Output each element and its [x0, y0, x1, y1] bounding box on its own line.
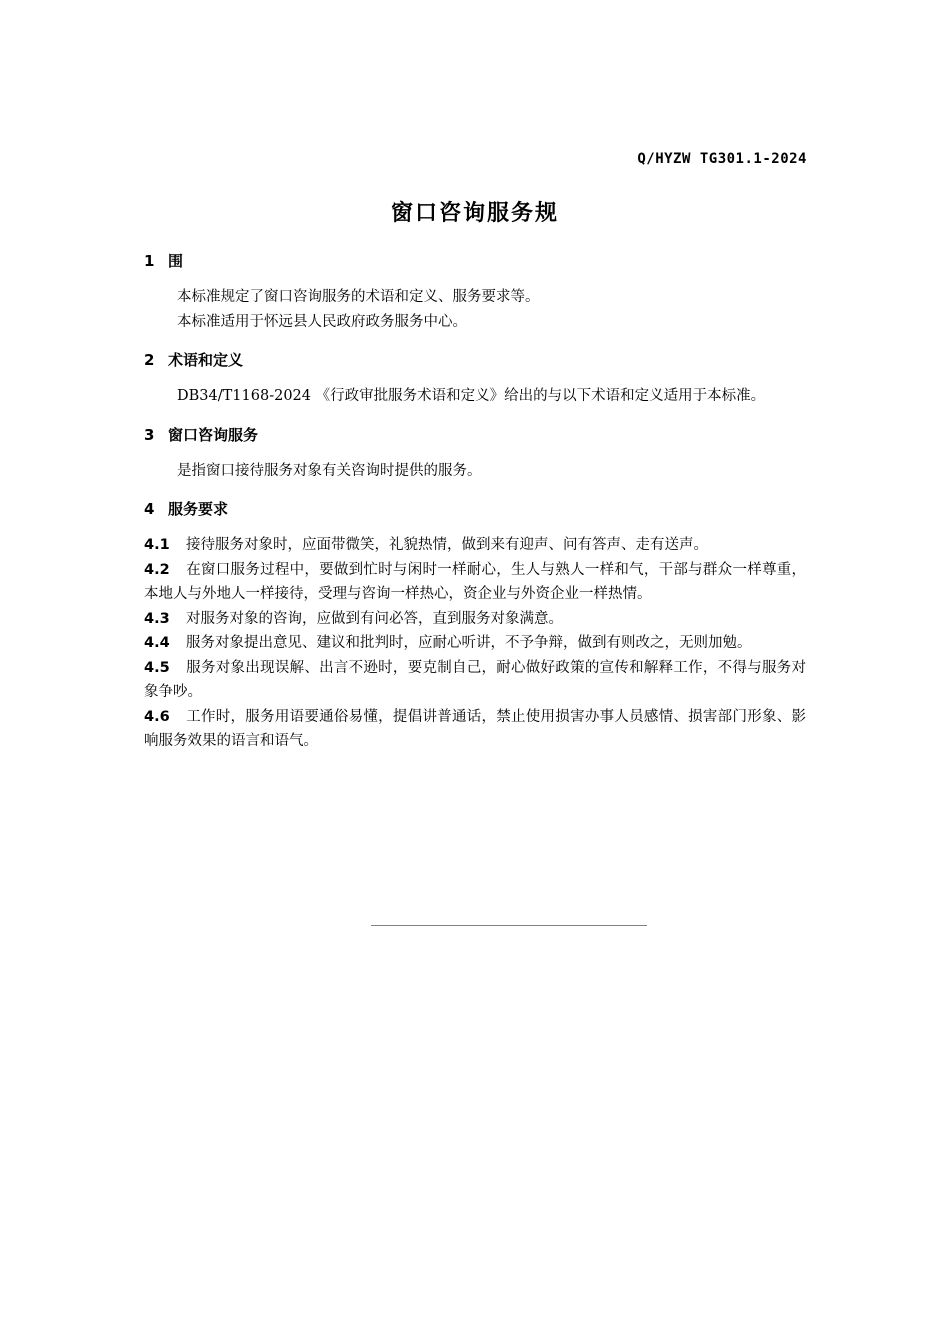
clause-item — [144, 631, 806, 656]
clause-text: 对服务对象的咨询，应做到有问必答，直到服务对象满意。 — [186, 610, 563, 627]
section-title: 服务要求 — [168, 500, 229, 518]
document-body — [144, 249, 806, 754]
section-window-consulting — [144, 423, 806, 484]
clause-number: 4.5 — [144, 659, 170, 676]
section-heading — [144, 497, 806, 521]
section-number: 3 — [144, 425, 155, 444]
clause-number: 4.1 — [144, 537, 170, 553]
section-heading — [144, 423, 806, 447]
clause-item — [144, 656, 806, 705]
clause-number: 4.2 — [144, 561, 170, 578]
section-heading — [144, 348, 806, 372]
document-code: Q/HYZW TG301.1-2024 — [637, 151, 807, 167]
section-terms — [144, 348, 806, 409]
document-title: 窗口咨询服务规 — [390, 201, 559, 226]
section-service-requirements — [144, 497, 806, 754]
clause-text: 服务对象提出意见、建议和批判时，应耐心听讲，不予争辩，做到有则改之，无则加勉。 — [186, 635, 752, 651]
clause-number: 4.4 — [144, 635, 170, 651]
clause-number: 4.3 — [144, 610, 170, 627]
clause-text: 在窗口服务过程中，要做到忙时与闲时一样耐心，生人与熟人一样和气，干部与群众一样尊重，本地人与外地人一样接待，受理与咨询一样热心，资企业与外资企业一样热情。 — [144, 561, 806, 602]
paragraph: 本标准规定了窗口咨询服务的术语和定义、服务要求等。 — [177, 289, 540, 305]
clause-item — [144, 607, 806, 632]
section-title: 术语和定义 — [168, 351, 244, 369]
clause-number: 4.6 — [144, 708, 170, 725]
end-of-document-rule — [371, 925, 647, 926]
paragraph: 是指窗口接待服务对象有关咨询时提供的服务。 — [177, 462, 482, 479]
section-number: 2 — [144, 351, 155, 369]
section-heading — [144, 249, 806, 273]
clause-text: 接待服务对象时，应面带微笑，礼貌热情，做到来有迎声、问有答声、走有送声。 — [186, 537, 708, 553]
clause-item — [144, 558, 806, 607]
clause-text: 工作时，服务用语要通俗易懂，提倡讲普通话，禁止使用损害办事人员感情、损害部门形象、影响服务效果的语言和语气。 — [144, 708, 806, 749]
section-scope — [144, 249, 806, 334]
clause-text: 服务对象出现误解、出言不逊时，要克制自己，耐心做好政策的宣传和解释工作，不得与服务对象争吵。 — [144, 659, 806, 700]
paragraph: DB34/T1168-2024 《行政审批服务术语和定义》给出的与以下术语和定义适用于本标准。 — [177, 388, 766, 404]
section-number: 4 — [144, 500, 155, 518]
paragraph: 本标准适用于怀远县人民政府政务服务中心。 — [177, 313, 467, 330]
section-number: 1 — [144, 252, 155, 270]
clause-item — [144, 533, 806, 558]
section-title: 围 — [168, 252, 184, 270]
section-title: 窗口咨询服务 — [168, 425, 259, 444]
clause-item — [144, 705, 806, 754]
